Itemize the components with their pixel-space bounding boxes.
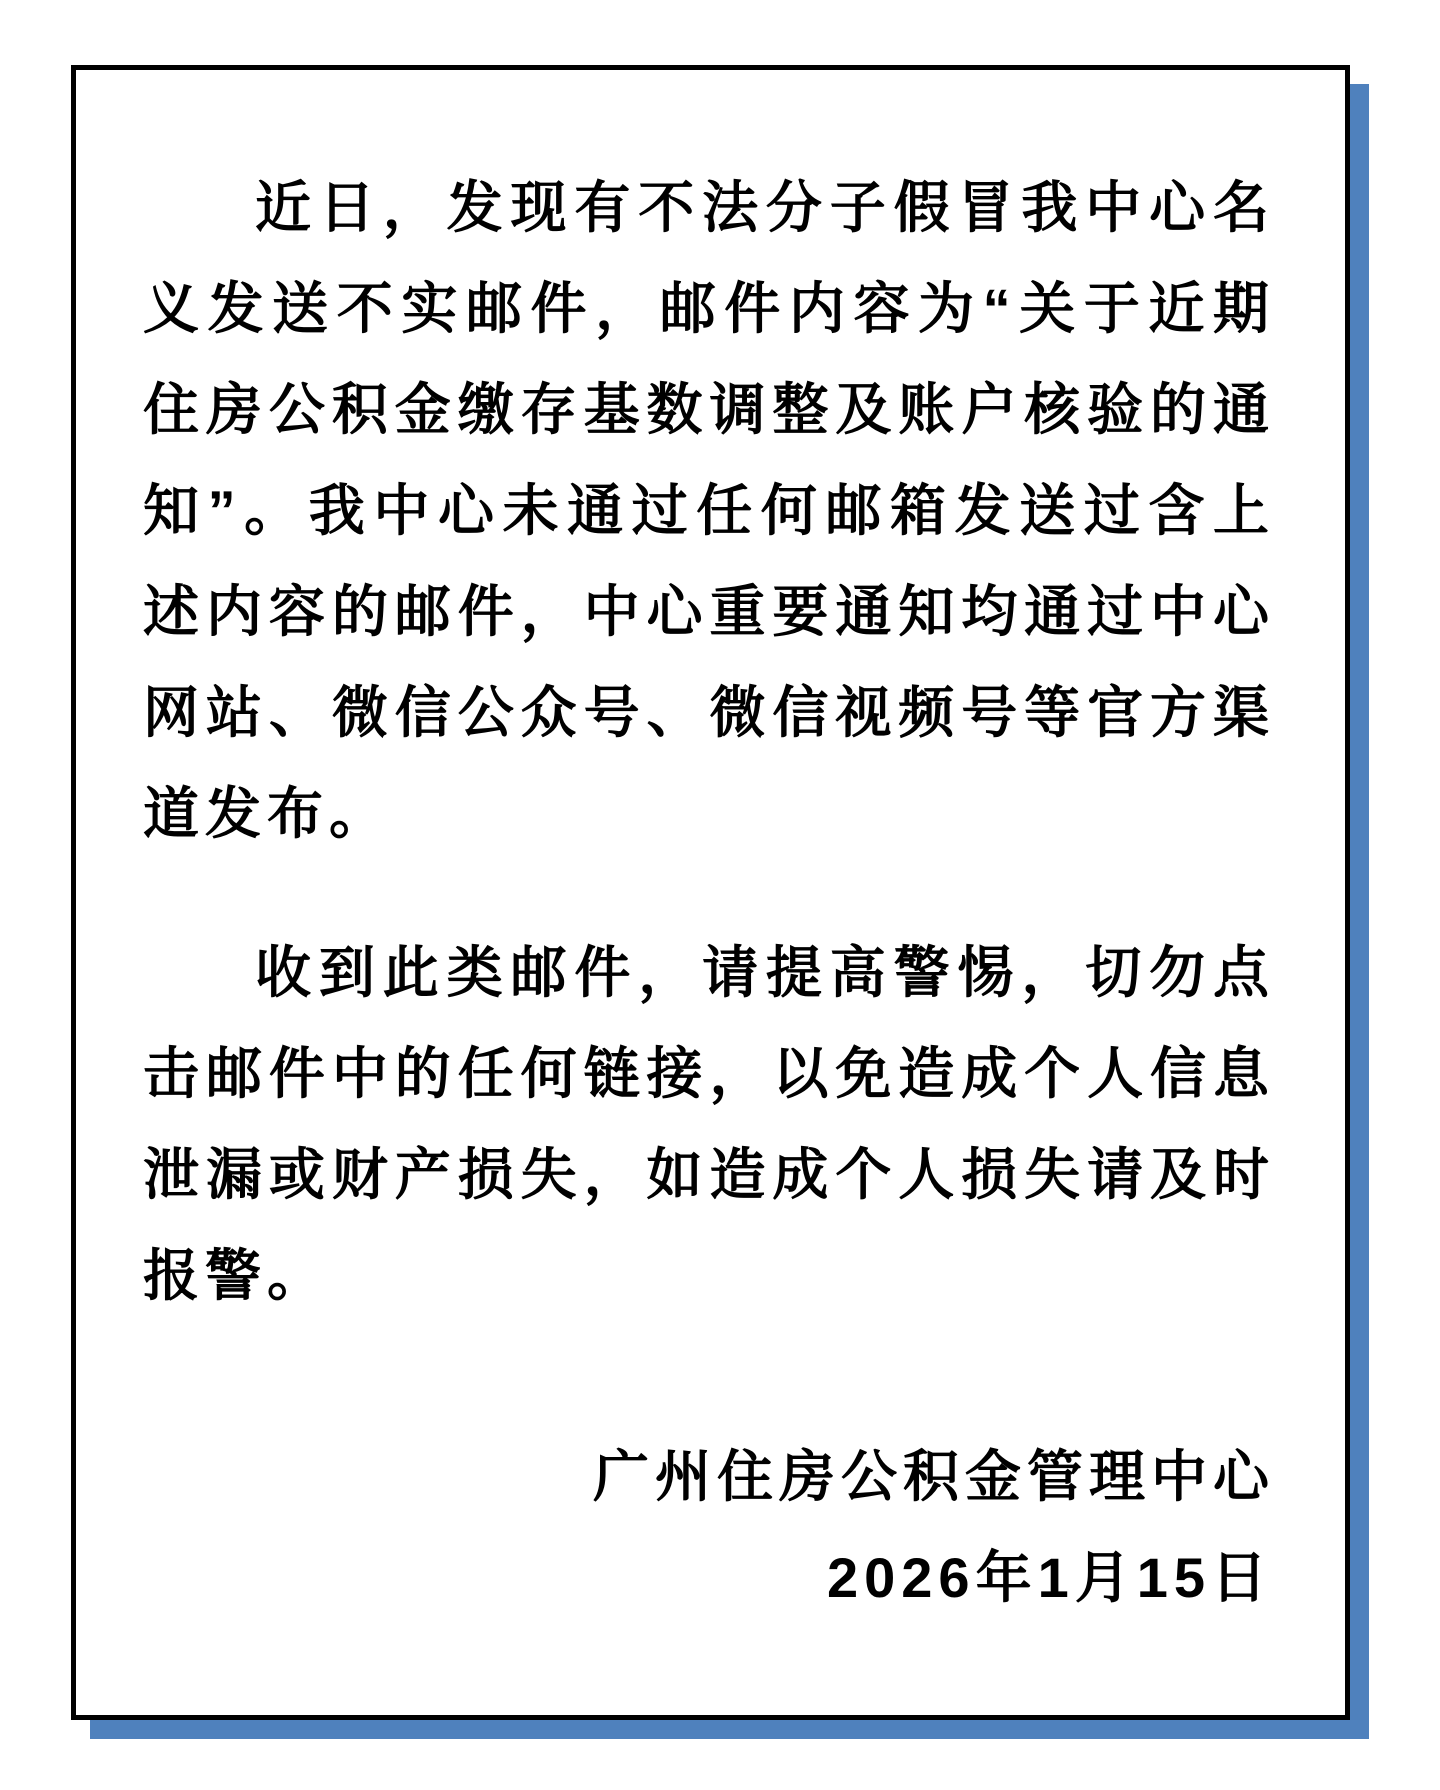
notice-signature: 广州住房公积金管理中心 [593, 1445, 1275, 1508]
notice-paragraph-2: 收到此类邮件，请提高警惕，切勿点击邮件中的任何链接，以免造成个人信息泄漏或财产损失，如造成个人损失请及时报警。 [143, 941, 1275, 1307]
notice-date: 2026年1月15日 [826, 1546, 1273, 1609]
notice-paragraph-1: 近日，发现有不法分子假冒我中心名义发送不实邮件，邮件内容为“关于近期住房公积金缴存基数调整及账户核验的通知”。我中心未通过任何邮箱发送过含上述内容的邮件，中心重要通知均通过中心网站、微信公众号、微信视频号等官方渠道发布。 [143, 176, 1275, 845]
notice-card [71, 65, 1350, 1720]
